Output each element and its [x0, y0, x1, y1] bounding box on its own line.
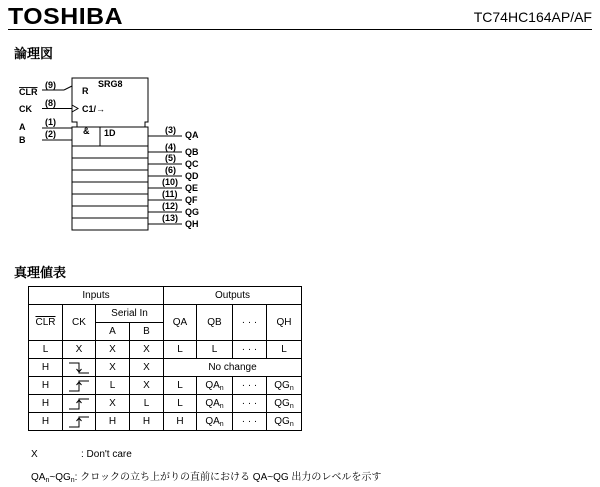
cell-clr: H [29, 413, 63, 431]
data-input-symbol: 1D [104, 128, 116, 138]
output-qf-pin: (11) [162, 189, 178, 199]
cell-a: X [96, 359, 130, 377]
input-clr-label: CLR [19, 87, 38, 97]
cell-qb: $QA_n$ [197, 395, 233, 413]
col-a: A [96, 323, 130, 341]
header-rule [8, 29, 592, 30]
truth-table-title: 真理値表 [14, 266, 67, 281]
cell-ck [63, 395, 96, 413]
block-name: SRG8 [98, 79, 123, 89]
output-qh-pin: (13) [162, 213, 179, 223]
cell-qa: L [164, 377, 197, 395]
table-row [29, 359, 302, 377]
truth-table [28, 286, 302, 431]
cell-clr: L [29, 341, 63, 359]
output-qd-label: QD [185, 171, 199, 181]
cell-qb: L [197, 341, 233, 359]
cell-b: X [130, 359, 164, 377]
cell-qa: H [164, 413, 197, 431]
cell-qh: $QG_n$ [267, 413, 302, 431]
func-clr: R [82, 86, 89, 96]
cell-qa: L [164, 395, 197, 413]
cell-a: L [96, 377, 130, 395]
rising-edge-icon [68, 379, 90, 393]
cell-qh: L [267, 341, 302, 359]
legend-dont-care [31, 449, 132, 460]
legend-q-note: $QA_n\sim QG_n$: クロックの立ち上がりの直前における QA~QG 出力のレベルを示す [31, 472, 382, 484]
cell-qh: $QG_n$ [267, 395, 302, 413]
brand-logo: TOSHIBA [8, 3, 124, 29]
legend-x-symbol: X [31, 449, 38, 460]
cell-b: X [130, 377, 164, 395]
cell-dots: · · · [233, 377, 267, 395]
cell-b: L [130, 395, 164, 413]
cell-clr: H [29, 377, 63, 395]
cell-qb: $QA_n$ [197, 377, 233, 395]
cell-a: X [96, 341, 130, 359]
output-qh-label: QH [185, 219, 199, 229]
output-qa-label: QA [185, 130, 199, 140]
col-serial-in: Serial In [96, 305, 164, 323]
output-qc-pin: (5) [165, 153, 176, 163]
rising-edge-icon [68, 415, 90, 429]
input-b-label: B [19, 135, 26, 145]
cell-b: X [130, 341, 164, 359]
cell-a: H [96, 413, 130, 431]
col-b: B [130, 323, 164, 341]
inputs-header: Inputs [29, 287, 164, 305]
cell-qh: $QG_n$ [267, 377, 302, 395]
output-qf-label: QF [185, 195, 198, 205]
cell-dots: · · · [233, 395, 267, 413]
outputs-header: Outputs [164, 287, 302, 305]
cell-b: H [130, 413, 164, 431]
logic-diagram-title: 論理図 [14, 47, 54, 62]
cell-qa: L [164, 341, 197, 359]
falling-edge-icon [68, 361, 90, 375]
cell-dots: · · · [233, 413, 267, 431]
col-qh: QH [267, 305, 302, 341]
cell-no-change: No change [164, 359, 302, 377]
rising-edge-icon [68, 397, 90, 411]
col-qa: QA [164, 305, 197, 341]
input-clr-pin: (9) [45, 80, 56, 90]
input-ck-pin: (8) [45, 98, 56, 108]
output-qg-label: QG [185, 207, 200, 217]
input-a-pin: (1) [45, 117, 56, 127]
cell-ck: X [63, 341, 96, 359]
legend-q-desc: : クロックの立ち上がりの直前における QA~QG 出力のレベルを示す [74, 472, 382, 483]
table-row [29, 377, 302, 395]
input-ck-label: CK [19, 104, 32, 114]
cell-clr: H [29, 359, 63, 377]
input-b-pin: (2) [45, 129, 56, 139]
col-qb: QB [197, 305, 233, 341]
part-number: TC74HC164AP/AF [473, 9, 592, 25]
cell-ck [63, 377, 96, 395]
table-row [29, 341, 302, 359]
output-qb-pin: (4) [165, 142, 176, 152]
and-gate-symbol: & [83, 126, 90, 136]
output-qe-label: QE [185, 183, 199, 193]
cell-a: X [96, 395, 130, 413]
col-clr: $\overline{CLR}$ [29, 305, 63, 341]
func-ck: C1/→ [82, 104, 106, 114]
table-row [29, 413, 302, 431]
cell-ck [63, 413, 96, 431]
output-qe-pin: (10) [162, 177, 179, 187]
table-row [29, 395, 302, 413]
input-a-label: A [19, 122, 26, 132]
output-qd-pin: (6) [165, 165, 176, 175]
col-ck: CK [63, 305, 96, 341]
output-qa-pin: (3) [165, 125, 176, 135]
output-qb-label: QB [185, 147, 199, 157]
cell-ck [63, 359, 96, 377]
output-qc-label: QC [185, 159, 199, 169]
cell-qb: $QA_n$ [197, 413, 233, 431]
logic-diagram [0, 72, 240, 232]
output-qg-pin: (12) [162, 201, 179, 211]
cell-clr: H [29, 395, 63, 413]
cell-dots: · · · [233, 341, 267, 359]
col-dots: · · · [233, 305, 267, 341]
legend-x-desc: : Don't care [81, 449, 132, 460]
